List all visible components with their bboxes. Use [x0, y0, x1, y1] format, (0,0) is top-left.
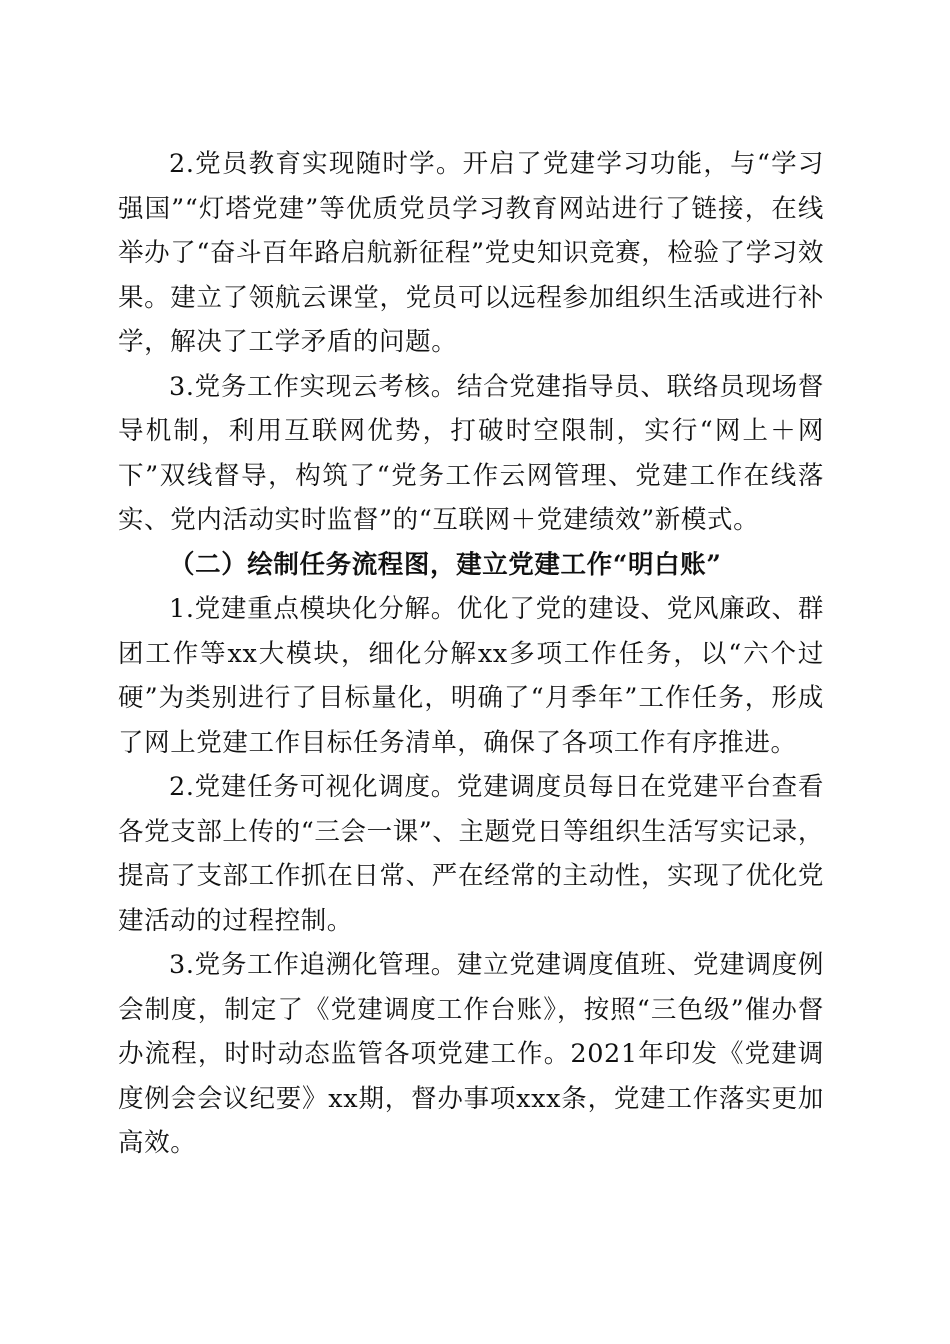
section-heading-2: （二）绘制任务流程图，建立党建工作“明白账”: [169, 549, 722, 580]
paragraph-cloud-assessment: 3.党务工作实现云考核。结合党建指导员、联络员现场督导机制，利用互联网优势，打破时空限制，实行“网上＋网下”双线督导，构筑了“党务工作云网管理、党建工作在线落实、党内活动实时监督”的“互联网＋党建绩效”新模式。: [118, 371, 824, 535]
paragraph-traceable-management: 3.党务工作追溯化管理。建立党建调度值班、党建调度例会制度，制定了《党建调度工作台账》，按照“三色级”催办督办流程，时时动态监管各项党建工作。2021年印发《党建调度例会会议纪要》xx期，督办事项xxx条，党建工作落实更加高效。: [118, 950, 824, 1158]
paragraph-party-education: 2.党员教育实现随时学。开启了党建学习功能，与“学习强国”“灯塔党建”等优质党员学习教育网站进行了链接，在线举办了“奋斗百年路启航新征程”党史知识竞赛，检验了学习效果。建立了领航云课堂，党员可以远程参加组织生活或进行补学，解决了工学矛盾的问题。: [118, 149, 824, 357]
document-page: [118, 142, 824, 1166]
paragraph-visual-scheduling: 2.党建任务可视化调度。党建调度员每日在党建平台查看各党支部上传的“三会一课”、主题党日等组织生活写实记录，提高了支部工作抓在日常、严在经常的主动性，实现了优化党建活动的过程控制。: [118, 772, 824, 936]
paragraph-modular-decomposition: 1.党建重点模块化分解。优化了党的建设、党风廉政、群团工作等xx大模块，细化分解xx多项工作任务，以“六个过硬”为类别进行了目标量化，明确了“月季年”工作任务，形成了网上党建工作目标任务清单，确保了各项工作有序推进。: [118, 594, 824, 758]
